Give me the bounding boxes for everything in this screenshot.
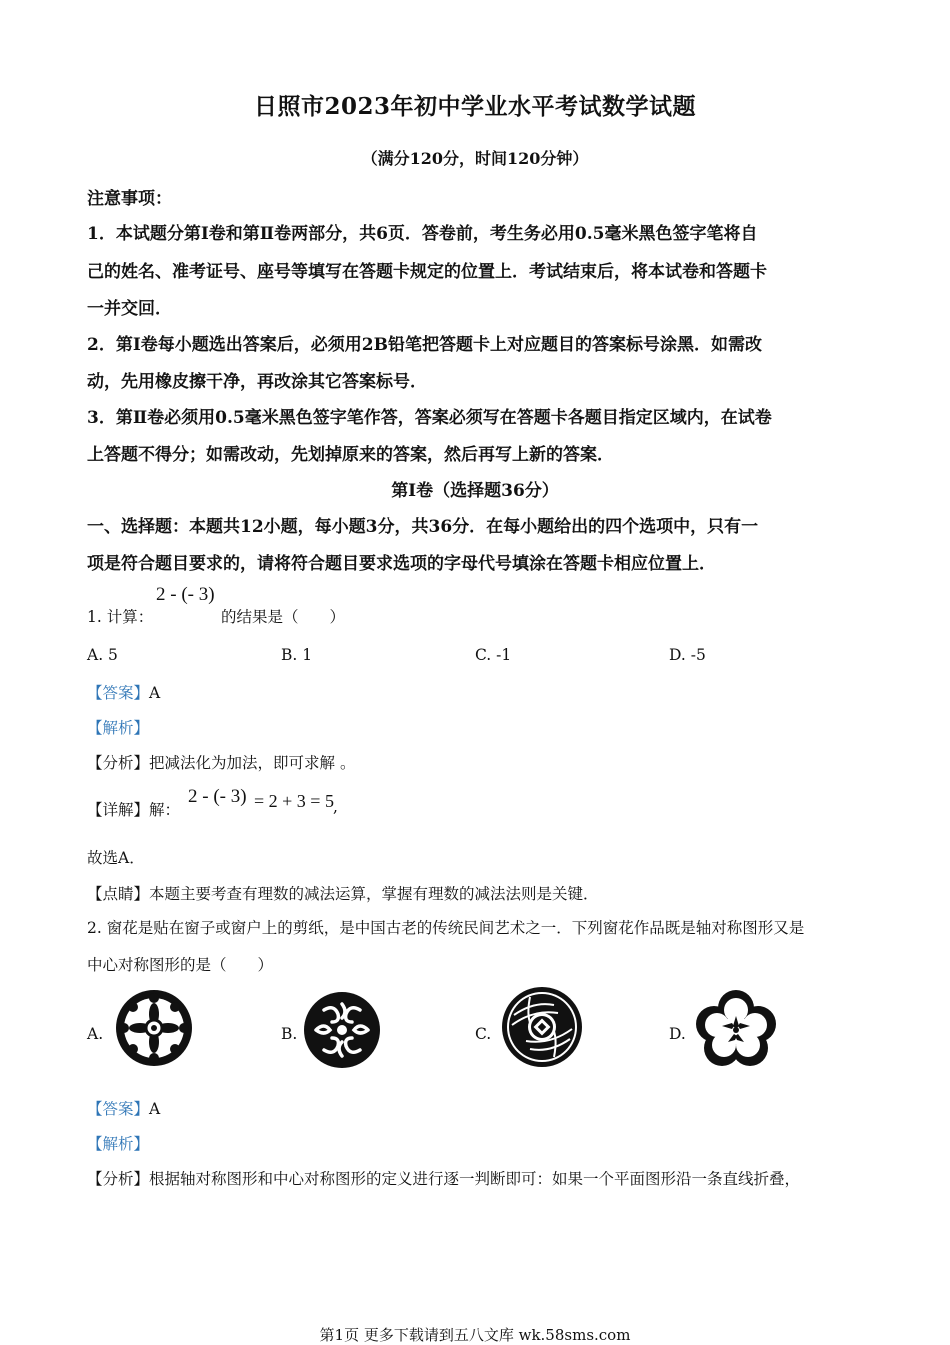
notice-line: 一并交回． xyxy=(87,299,172,319)
q1-dianjing-row xyxy=(87,882,599,904)
notice-line: 3．第Ⅱ卷必须用0.5毫米黑色签字笔作答，答案必须写在答题卡各题目指定区域内，在试卷 xyxy=(87,408,772,428)
analysis-tag: 【解析】 xyxy=(87,719,150,737)
paper-cut-flower-image xyxy=(114,988,194,1068)
notice-line: 上答题不得分；如需改动，先划掉原来的答案，然后再写上新的答案． xyxy=(87,445,614,465)
paper-cut-plum-blossom-image xyxy=(692,988,780,1068)
detail-result: = 2 + 3 = 5 xyxy=(254,791,334,811)
q2-option-c-label: C. xyxy=(475,1025,492,1043)
notice-line: 1．本试题分第Ⅰ卷和第Ⅱ卷两部分，共6页．答卷前，考生务必用0.5毫米黑色签字笔将自 xyxy=(87,224,758,244)
section-intro-line: 项是符合题目要求的，请将符合题目要求选项的字母代号填涂在答题卡相应位置上． xyxy=(87,554,716,574)
section-heading: 第Ⅰ卷（选择题36分） xyxy=(391,481,559,501)
notice-line: 2．第Ⅰ卷每小题选出答案后，必须用2B铅笔把答题卡上对应题目的答案标号涂黑．如需改 xyxy=(87,335,762,355)
dianjing-text: 本题主要考查有理数的减法运算，掌握有理数的减法法则是关键． xyxy=(149,885,599,903)
q1-answer-row xyxy=(87,681,160,703)
detail-expression: 2 - (- 3) xyxy=(188,786,247,807)
fenxi-text: 根据轴对称图形和中心对称图形的定义进行逐一判断即可：如果一个平面图形沿一条直线折叠， xyxy=(149,1170,801,1188)
answer-value: A xyxy=(149,684,161,702)
q2-option-a-label: A. xyxy=(87,1025,104,1043)
paper-cut-scroll-image xyxy=(302,990,382,1070)
q1-option-b: B. 1 xyxy=(281,646,313,664)
answer-tag: 【答案】 xyxy=(87,684,150,702)
detail-prefix: 解： xyxy=(149,801,181,819)
detail-end: , xyxy=(333,798,338,816)
dianjing-tag: 【点睛】 xyxy=(87,885,150,903)
q1-expression: 2 - (- 3) xyxy=(156,584,215,605)
q1-detail-row xyxy=(87,798,180,820)
fenxi-tag: 【分析】 xyxy=(87,1170,150,1188)
q2-answer-row xyxy=(87,1097,160,1119)
q1-fenxi-row xyxy=(87,751,355,773)
page-footer: 第1页 更多下载请到五八文库 wk.58sms.com xyxy=(319,1326,631,1344)
q1-prefix: 1. 计算： xyxy=(87,608,154,626)
fenxi-tag: 【分析】 xyxy=(87,754,150,772)
section-intro-line: 一、选择题：本题共12小题，每小题3分，共36分．在每小题给出的四个选项中，只有一 xyxy=(87,517,759,537)
q2-option-b-label: B. xyxy=(281,1025,298,1043)
q1-option-c: C. -1 xyxy=(475,646,512,664)
answer-tag: 【答案】 xyxy=(87,1100,150,1118)
answer-value: A xyxy=(149,1100,161,1118)
q2-stem-line: 2. 窗花是贴在窗子或窗户上的剪纸，是中国古老的传统民间艺术之一．下列窗花作品既是轴对称图形又是 xyxy=(87,919,805,937)
fenxi-text: 把减法化为加法，即可求解 。 xyxy=(149,754,356,772)
q2-option-d-label: D. xyxy=(669,1025,686,1043)
q1-conclusion: 故选A． xyxy=(87,849,145,867)
page-subtitle: （满分120分，时间120分钟） xyxy=(361,149,589,168)
notice-line: 己的姓名、准考证号、座号等填写在答题卡规定的位置上．考试结束后，将本试卷和答题卡 xyxy=(87,262,767,282)
analysis-tag: 【解析】 xyxy=(87,1135,150,1153)
q2-stem-line: 中心对称图形的是（ ） xyxy=(87,956,274,974)
q1-option-a: A. 5 xyxy=(87,646,118,664)
notice-heading: 注意事项： xyxy=(87,189,172,209)
q1-option-d: D. -5 xyxy=(669,646,706,664)
q2-fenxi-row xyxy=(87,1167,800,1189)
detail-tag: 【详解】 xyxy=(87,801,150,819)
notice-line: 动，先用橡皮擦干净，再改涂其它答案标号． xyxy=(87,372,427,392)
paper-cut-coin-image xyxy=(500,985,584,1069)
page-title: 日照市2023年初中学业水平考试数学试题 xyxy=(253,93,696,120)
q1-suffix: 的结果是（ ） xyxy=(221,608,346,626)
